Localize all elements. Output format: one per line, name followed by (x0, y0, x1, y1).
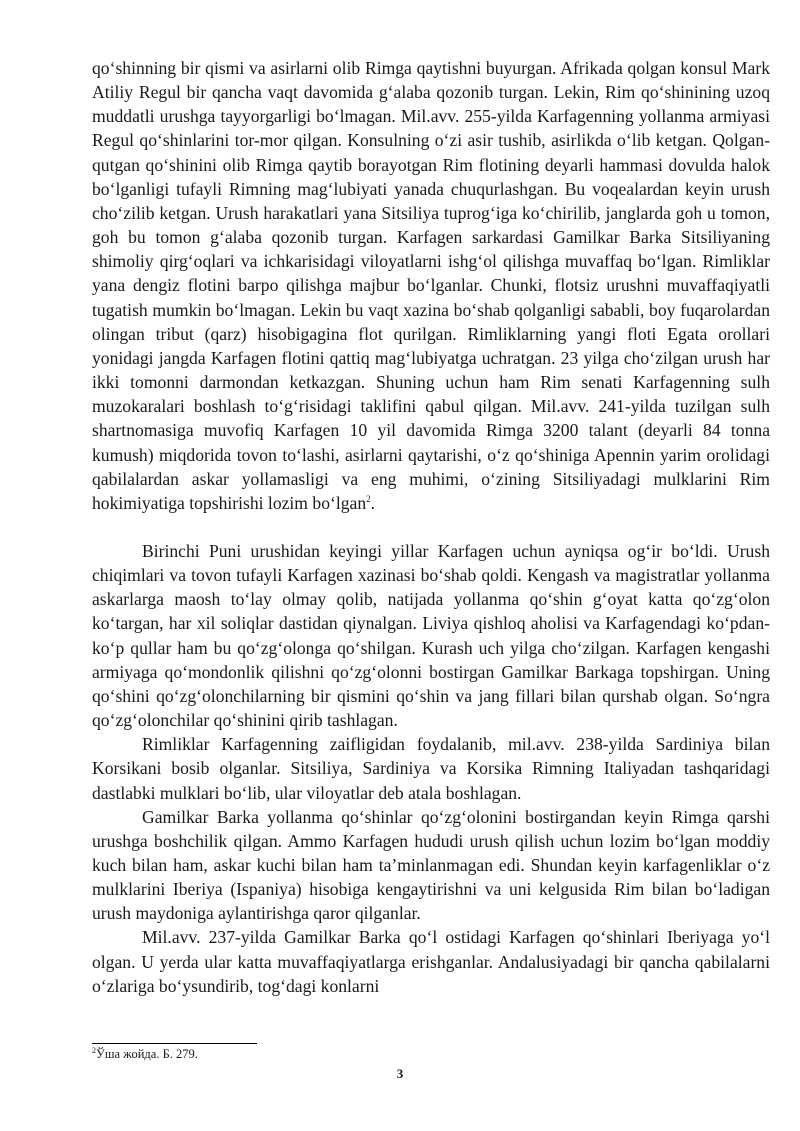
paragraph-1 (92, 56, 770, 515)
paragraph-gap (92, 515, 770, 539)
paragraph-5: Mil.avv. 237-yilda Gamilkar Barka qo‘l ostidagi Karfagen qo‘shinlari Iberiyaga yo‘l olgan. U yerda ular katta muvaffaqiyatlarga erishganlar. Andalusiyadagi bir qancha qabilalarni o‘zlariga bo‘ysundirib, tog‘dagi konlarni (92, 927, 770, 996)
footnote-marker: 2 (92, 1045, 96, 1055)
footnote-ref[interactable]: 2 (366, 493, 371, 504)
footnote-divider (92, 1043, 257, 1044)
page-number: 3 (396, 1066, 404, 1081)
paragraph-3: Rimliklar Karfagenning zaifligidan foydalanib, mil.avv. 238-yilda Sardiniya bilan Korsikani bosib olganlar. Sitsiliya, Sardiniya va Korsika Rimning Italiyadan tashqaridagi dastlabki mulklari bo‘lib, ular viloyatlar deb atala boshlagan. (92, 734, 770, 803)
paragraph-1-text: qo‘shinning bir qismi va asirlarni olib Rimga qaytishni buyurgan. Afrikada qolgan konsul Mark Atiliy Regul bir qancha vaqt davomida g‘alaba qozonib turgan. Lekin, Rim qo‘shinining uzoq muddatli urushga tayyorgarligi bo‘lmagan. Mil.avv. 255-yilda Karfagenning yollanma armiyasi Regul qo‘shinlarini tor-mor qilgan. Konsulning o‘zi asir tushib, asirlikda o‘lib ketgan. Qolgan-qutgan qo‘shinini olib Rimga qaytib borayotgan Rim flotining deyarli hammasi dovulda halok bo‘lganligi tufayli Rimning mag‘lubiyati yanada chuqurlashgan. Bu voqealardan keyin urush cho‘zilib ketgan. Urush harakatlari yana Sitsiliya tuprog‘iga ko‘chirilib, janglarda goh u tomon, goh bu tomon g‘alaba qozonib turgan. Karfagen sarkardasi Gamilkar Barka Sitsiliyaning shimoliy qirg‘oqlari va ichkarisidagi viloyatlarni ishg‘ol qilishga muvaffaq bo‘lgan. Rimliklar yana dengiz flotini barpo qilishga majbur bo‘lganlar. Chunki, flotsiz urushni muvaffaqiyatli tugatish mumkin bo‘lmagan. Lekin bu vaqt xazina bo‘shab qolganligi sababli, boy fuqarolardan olingan tribut (qarz) hisobigagina flot qurilgan. Rimliklarning yangi floti Egata orollari yonidagi jangda Karfagen flotini qattiq mag‘lubiyatga uchratgan. 23 yilga cho‘zilgan urush har ikki tomonni darmondan ketkazgan. Shuning uchun ham Rim senati Karfagenning sulh muzokaralari boshlash to‘g‘risidagi taklifini qabul qilgan. Mil.avv. 241-yilda tuzilgan sulh shartnomasiga muvofiq Karfagen 10 yil davomida Rimga 3200 talant (deyarli 84 tonna kumush) miqdorida tovon to‘lashi, asirlarni qaytarishi, o‘z qo‘shiniga Apennin yarim orolidagi qabilalardan askar yollamasligi va eng muhimi, o‘zining Sitsiliyadagi mulklarini Rim hokimiyatiga topshirishi lozim bo‘lgan (92, 58, 770, 513)
paragraph-1-end: . (370, 492, 376, 513)
footnote (92, 1047, 198, 1062)
paragraph-2: Birinchi Puni urushidan keyingi yillar Karfagen uchun ayniqsa og‘ir bo‘ldi. Urush chiqimlari va tovon tufayli Karfagen xazinasi bo‘shab qoldi. Kengash va magistratlar yollanma askarlarga maosh to‘lay olmay qolib, natijada yollanma qo‘shin g‘oyat katta qo‘zg‘olon ko‘targan, har xil soliqlar dastidan qiynalgan. Liviya qishloq aholisi va Karfagendagi ko‘pdan-ko‘p qullar ham bu qo‘zg‘olonga qo‘shilgan. Kurash uch yilga cho‘zilgan. Karfagen kengashi armiyaga qo‘mondonlik qilishni qo‘zg‘olonni bostirgan Gamilkar Barkaga topshirgan. Uning qo‘shini qo‘zg‘olonchilarning bir qismini qo‘shin va jang fillari bilan qurshab olgan. So‘ngra qo‘zg‘olonchilar qo‘shinini qirib tashlagan. (92, 540, 770, 731)
footnote-text: Ўша жойда. Б. 279. (96, 1047, 198, 1061)
page-body (92, 56, 770, 998)
paragraph-4: Gamilkar Barka yollanma qo‘shinlar qo‘zg‘olonini bostirgandan keyin Rimga qarshi urushga boshchilik qilgan. Ammo Karfagen hududi urush qilish uchun lozim bo‘lgan moddiy kuch bilan ham, askar kuchi bilan ham ta’minlanmagan edi. Shundan keyin karfagenliklar o‘z mulklarini Iberiya (Ispaniya) hisobiga kengaytirishni va uni kelgusida Rim bilan bo‘ladigan urush maydoniga aylantirishga qaror qilganlar. (92, 806, 770, 924)
